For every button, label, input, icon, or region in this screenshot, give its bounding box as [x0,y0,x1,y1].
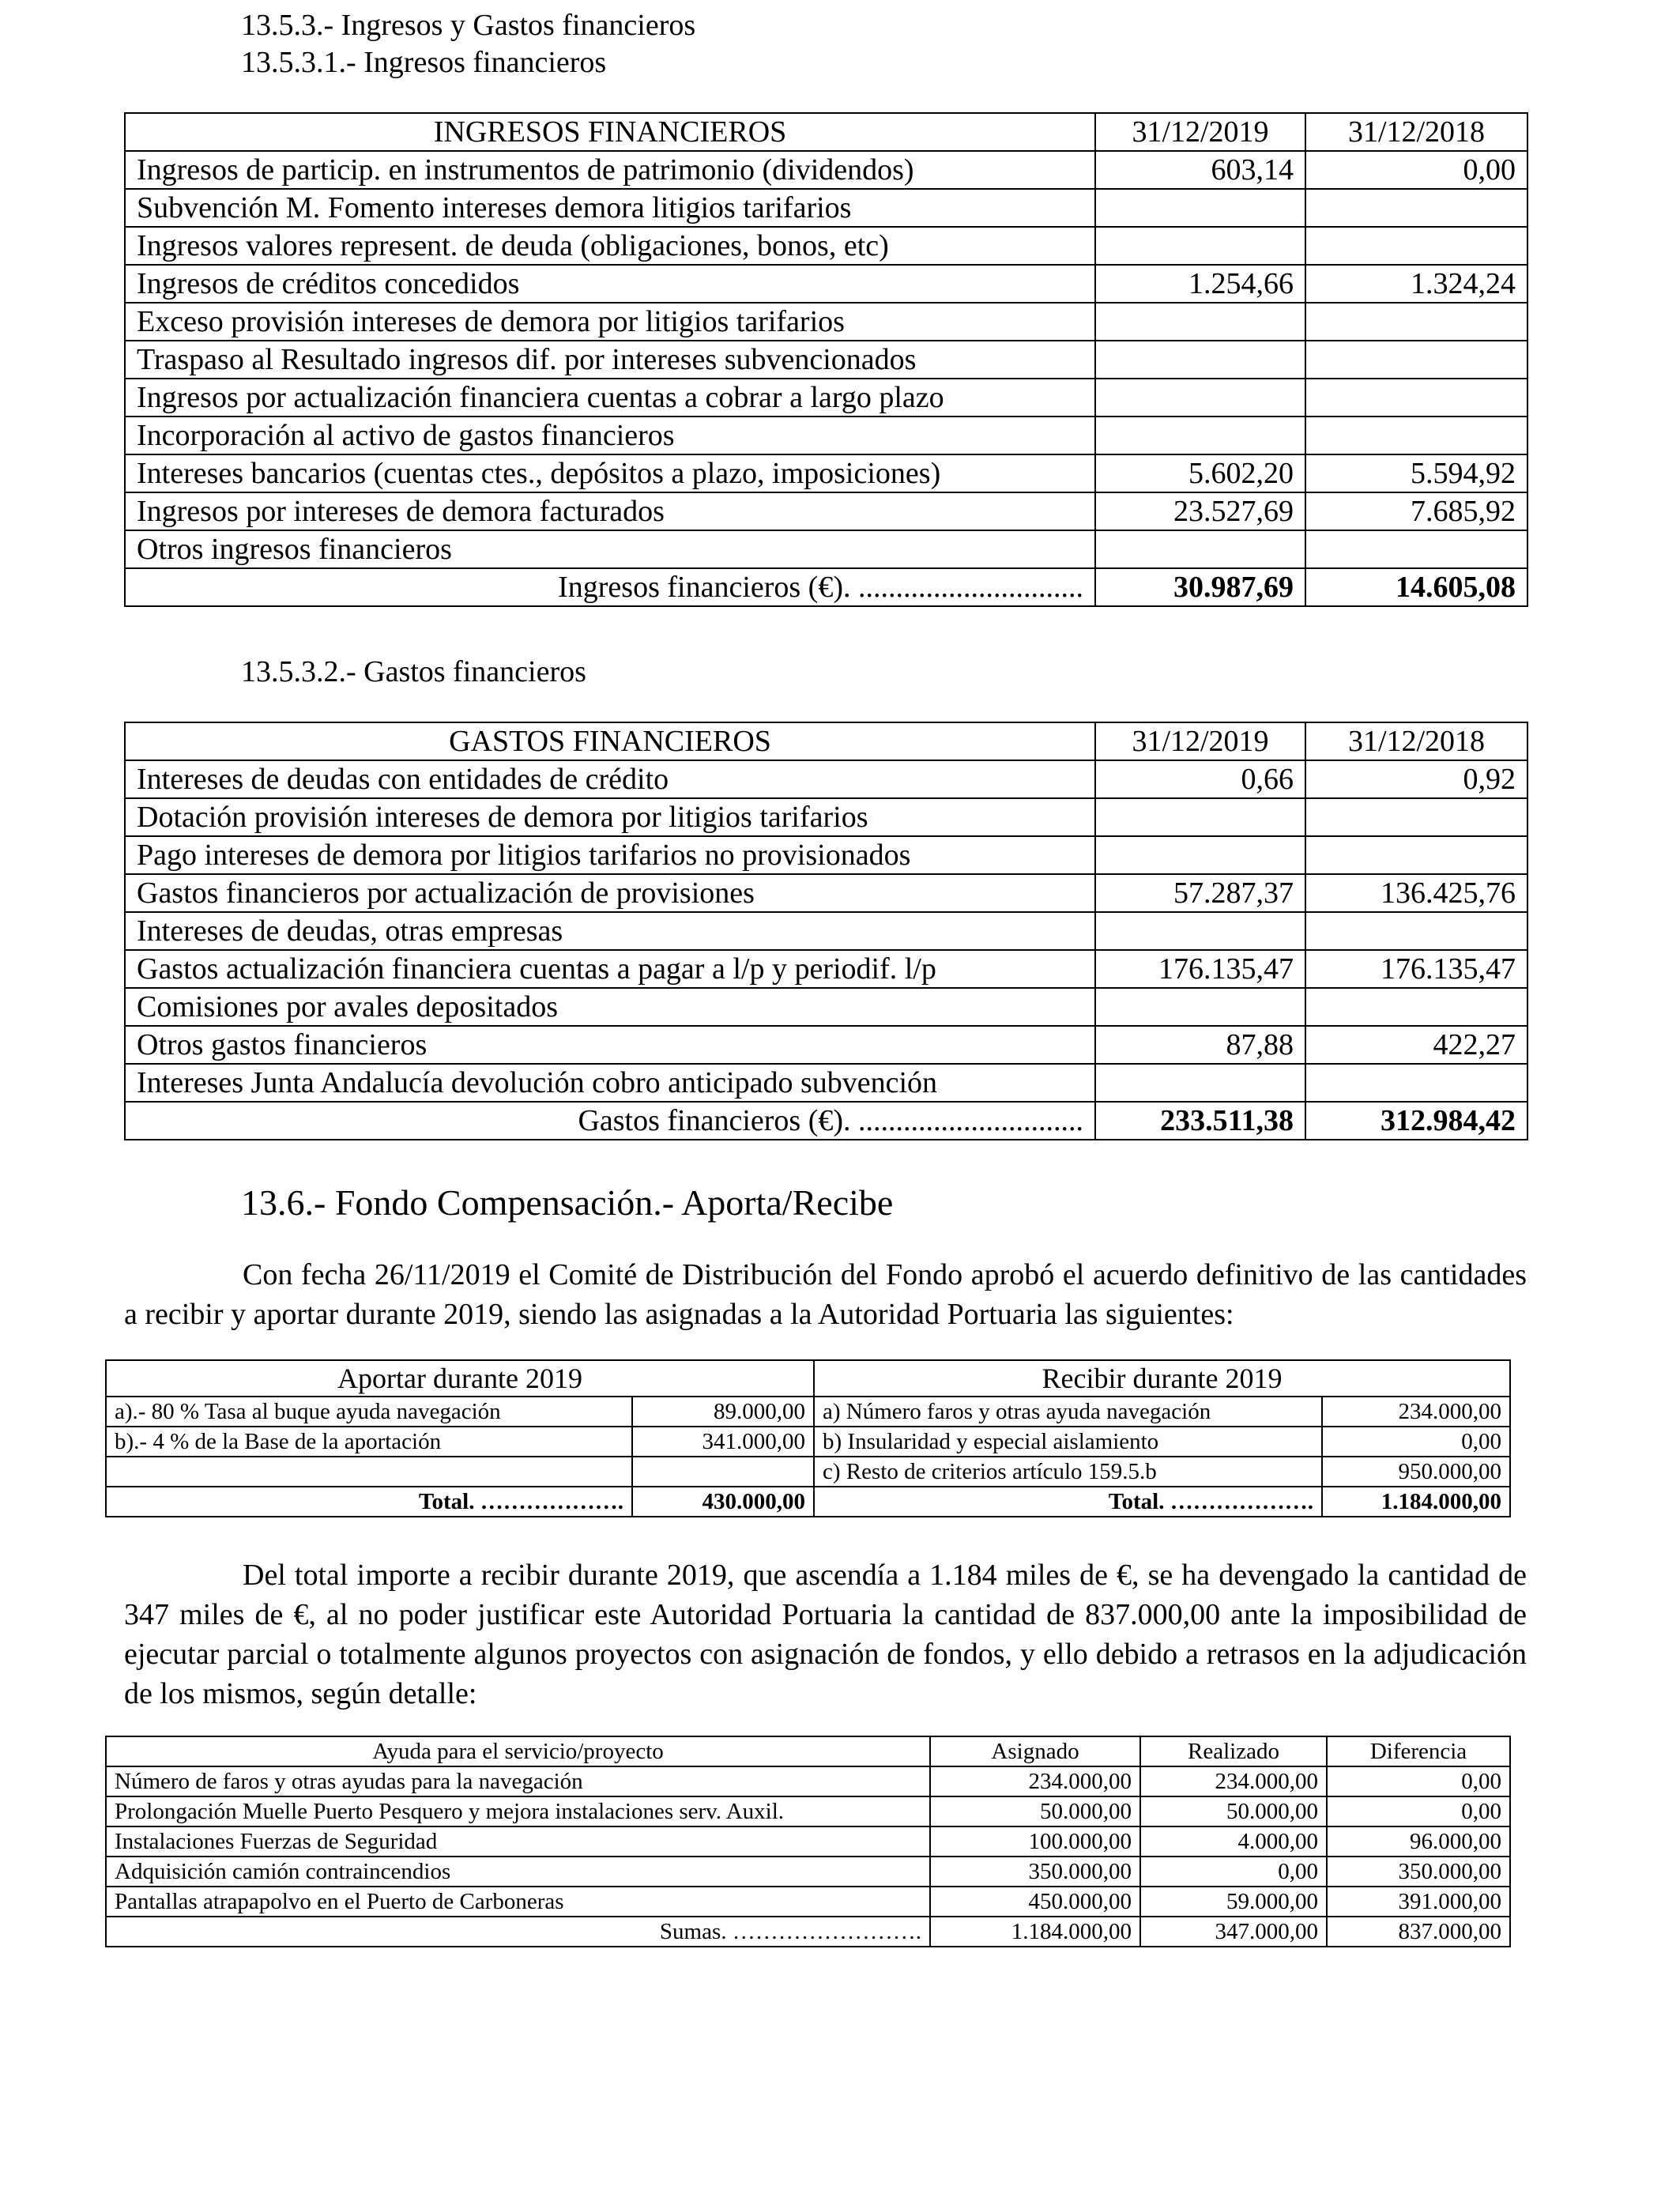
row-concept: Ingresos de créditos concedidos [125,265,1095,303]
row-concept: Otros gastos financieros [125,1026,1095,1064]
gastos-financieros-table [124,722,1528,1140]
row-value-2019: 5.602,20 [1095,454,1305,492]
table-row [106,1857,1510,1887]
row-value-2018 [1305,417,1527,454]
row-value-2019 [1095,227,1305,265]
row-concept: Ingresos de particip. en instrumentos de patrimonio (dividendos) [125,151,1095,189]
row-concept: Ingresos valores represent. de deuda (obligaciones, bonos, etc) [125,227,1095,265]
table-row [125,1064,1527,1102]
row-realizado: 4.000,00 [1140,1826,1327,1857]
row-realizado: 50.000,00 [1140,1796,1327,1826]
table-row [125,265,1527,303]
row-value-2019 [1095,303,1305,341]
table-header-row [125,722,1527,760]
sumas-diferencia: 837.000,00 [1327,1917,1510,1947]
column-header-asignado: Asignado [930,1736,1140,1766]
row-asignado: 100.000,00 [930,1826,1140,1857]
row-project: Prolongación Muelle Puerto Pesquero y mejora instalaciones serv. Auxil. [106,1796,930,1826]
column-header-2018: 31/12/2018 [1305,113,1527,151]
aportar-total-label: Total. ………………. [106,1487,632,1517]
row-value-2018 [1305,303,1527,341]
row-concept: Subvención M. Fomento intereses demora litigios tarifarios [125,189,1095,227]
row-diferencia: 350.000,00 [1327,1857,1510,1887]
recibir-total-label: Total. ………………. [814,1487,1322,1517]
table-row [125,950,1527,988]
row-realizado: 234.000,00 [1140,1766,1327,1796]
table-header-row [125,113,1527,151]
row-value-2019 [1095,1064,1305,1102]
row-diferencia: 0,00 [1327,1796,1510,1826]
table-row [106,1397,1510,1427]
row-value-2019: 176.135,47 [1095,950,1305,988]
aportar-total-value: 430.000,00 [632,1487,814,1517]
sumas-asignado: 1.184.000,00 [930,1917,1140,1947]
row-diferencia: 391.000,00 [1327,1887,1510,1917]
recibir-concept: c) Resto de criterios artículo 159.5.b [814,1457,1322,1487]
row-value-2019 [1095,798,1305,836]
table-row [125,454,1527,492]
table-row [125,912,1527,950]
table-total-row [125,1102,1527,1140]
column-header-2019: 31/12/2019 [1095,113,1305,151]
row-concept: Otros ingresos financieros [125,530,1095,568]
total-label: Ingresos financieros (€). .............................. [125,568,1095,606]
paragraph-fondo-intro: Con fecha 26/11/2019 el Comité de Distribución del Fondo aprobó el acuerdo definitivo de las cantidades a recibir y aportar durante 2019, siendo las asignadas a la Autoridad Portuaria las siguientes: [124,1258,1527,1331]
row-concept: Intereses bancarios (cuentas ctes., depósitos a plazo, imposiciones) [125,454,1095,492]
recibir-amount: 234.000,00 [1322,1397,1510,1427]
aportar-amount: 341.000,00 [632,1427,814,1457]
recibir-total-value: 1.184.000,00 [1322,1487,1510,1517]
row-concept: Pago intereses de demora por litigios tarifarios no provisionados [125,836,1095,874]
row-value-2019 [1095,836,1305,874]
row-value-2018 [1305,341,1527,379]
section-heading-13-6: 13.6.- Fondo Compensación.- Aporta/Recibe [241,1182,894,1223]
row-value-2018 [1305,798,1527,836]
row-value-2019 [1095,379,1305,417]
row-concept: Traspaso al Resultado ingresos dif. por intereses subvencionados [125,341,1095,379]
table-row [106,1427,1510,1457]
table-row [125,1026,1527,1064]
section-heading-13-5-3: 13.5.3.- Ingresos y Gastos financieros [241,9,696,42]
column-header-concept: INGRESOS FINANCIEROS [125,113,1095,151]
row-diferencia: 0,00 [1327,1766,1510,1796]
row-asignado: 350.000,00 [930,1857,1140,1887]
row-project: Pantallas atrapapolvo en el Puerto de Carboneras [106,1887,930,1917]
row-value-2018: 7.685,92 [1305,492,1527,530]
aportar-concept: b).- 4 % de la Base de la aportación [106,1427,632,1457]
row-value-2019: 0,66 [1095,760,1305,798]
row-value-2018: 422,27 [1305,1026,1527,1064]
row-value-2018 [1305,836,1527,874]
table-total-row [125,568,1527,606]
row-diferencia: 96.000,00 [1327,1826,1510,1857]
row-concept: Incorporación al activo de gastos financieros [125,417,1095,454]
total-value-2018: 312.984,42 [1305,1102,1527,1140]
aportar-concept [106,1457,632,1487]
row-concept: Gastos financieros por actualización de provisiones [125,874,1095,912]
column-header-2019: 31/12/2019 [1095,722,1305,760]
table-row [106,1766,1510,1796]
recibir-concept: b) Insularidad y especial aislamiento [814,1427,1322,1457]
row-project: Número de faros y otras ayudas para la navegación [106,1766,930,1796]
table-header-row [106,1736,1510,1766]
subsection-heading-ingresos: 13.5.3.1.- Ingresos financieros [241,46,607,79]
row-value-2019: 1.254,66 [1095,265,1305,303]
row-concept: Intereses de deudas con entidades de crédito [125,760,1095,798]
recibir-header: Recibir durante 2019 [814,1360,1510,1397]
row-concept: Exceso provisión intereses de demora por litigios tarifarios [125,303,1095,341]
table-row [106,1457,1510,1487]
row-value-2019: 57.287,37 [1095,874,1305,912]
table-row [106,1887,1510,1917]
table-row [125,492,1527,530]
recibir-amount: 0,00 [1322,1427,1510,1457]
row-asignado: 450.000,00 [930,1887,1140,1917]
recibir-concept: a) Número faros y otras ayuda navegación [814,1397,1322,1427]
table-row [125,379,1527,417]
table-row [125,874,1527,912]
row-realizado: 0,00 [1140,1857,1327,1887]
table-row [125,760,1527,798]
table-row [106,1796,1510,1826]
detalle-proyectos-table [105,1736,1511,1947]
sumas-realizado: 347.000,00 [1140,1917,1327,1947]
table-row [125,189,1527,227]
table-row [125,798,1527,836]
row-concept: Dotación provisión intereses de demora por litigios tarifarios [125,798,1095,836]
row-concept: Intereses Junta Andalucía devolución cobro anticipado subvención [125,1064,1095,1102]
row-value-2019 [1095,530,1305,568]
row-value-2018: 136.425,76 [1305,874,1527,912]
row-value-2018 [1305,189,1527,227]
table-row [125,530,1527,568]
row-value-2018 [1305,379,1527,417]
aportar-amount: 89.000,00 [632,1397,814,1427]
row-value-2018: 0,92 [1305,760,1527,798]
sumas-label: Sumas. ……………………. [106,1917,930,1947]
row-value-2018 [1305,530,1527,568]
row-value-2018 [1305,988,1527,1026]
row-value-2018: 176.135,47 [1305,950,1527,988]
row-value-2019 [1095,912,1305,950]
row-value-2019 [1095,417,1305,454]
fondo-compensacion-table [105,1359,1511,1517]
row-value-2019 [1095,988,1305,1026]
total-value-2019: 233.511,38 [1095,1102,1305,1140]
row-realizado: 59.000,00 [1140,1887,1327,1917]
row-value-2018: 0,00 [1305,151,1527,189]
total-value-2018: 14.605,08 [1305,568,1527,606]
row-value-2019 [1095,341,1305,379]
row-value-2018 [1305,912,1527,950]
total-label: Gastos financieros (€). .............................. [125,1102,1095,1140]
recibir-amount: 950.000,00 [1322,1457,1510,1487]
row-value-2018 [1305,227,1527,265]
table-row [125,303,1527,341]
row-concept: Comisiones por avales depositados [125,988,1095,1026]
table-row [125,417,1527,454]
row-value-2018 [1305,1064,1527,1102]
row-value-2019: 23.527,69 [1095,492,1305,530]
column-header-concept: GASTOS FINANCIEROS [125,722,1095,760]
paragraph-fondo-detalle: Del total importe a recibir durante 2019, que ascendía a 1.184 miles de €, se ha devengado la cantidad de 347 miles de €, al no poder justificar este Autoridad Portuaria la cantidad de 837.000,00 ante la imposibilidad de ejecutar parcial o totalmente algunos proyectos con asignación de fondos, y ello debido a retrasos en la adjudicación de los mismos, según detalle: [124,1559,1527,1710]
table-row [125,151,1527,189]
row-concept: Intereses de deudas, otras empresas [125,912,1095,950]
aportar-amount [632,1457,814,1487]
column-header-diferencia: Diferencia [1327,1736,1510,1766]
total-value-2019: 30.987,69 [1095,568,1305,606]
row-value-2019 [1095,189,1305,227]
column-header-2018: 31/12/2018 [1305,722,1527,760]
row-asignado: 234.000,00 [930,1766,1140,1796]
column-header-project: Ayuda para el servicio/proyecto [106,1736,930,1766]
row-concept: Ingresos por actualización financiera cuentas a cobrar a largo plazo [125,379,1095,417]
table-row [125,836,1527,874]
row-value-2019: 87,88 [1095,1026,1305,1064]
row-concept: Gastos actualización financiera cuentas a pagar a l/p y periodif. l/p [125,950,1095,988]
aportar-concept: a).- 80 % Tasa al buque ayuda navegación [106,1397,632,1427]
row-project: Adquisición camión contraincendios [106,1857,930,1887]
table-row [125,341,1527,379]
row-concept: Ingresos por intereses de demora facturados [125,492,1095,530]
row-value-2018: 5.594,92 [1305,454,1527,492]
ingresos-financieros-table [124,112,1528,607]
row-asignado: 50.000,00 [930,1796,1140,1826]
table-row [125,227,1527,265]
row-value-2018: 1.324,24 [1305,265,1527,303]
row-value-2019: 603,14 [1095,151,1305,189]
row-project: Instalaciones Fuerzas de Seguridad [106,1826,930,1857]
subsection-heading-gastos: 13.5.3.2.- Gastos financieros [241,655,586,688]
table-total-row [106,1487,1510,1517]
column-header-realizado: Realizado [1140,1736,1327,1766]
table-row [125,988,1527,1026]
aportar-header: Aportar durante 2019 [106,1360,814,1397]
table-total-row [106,1917,1510,1947]
table-row [106,1826,1510,1857]
